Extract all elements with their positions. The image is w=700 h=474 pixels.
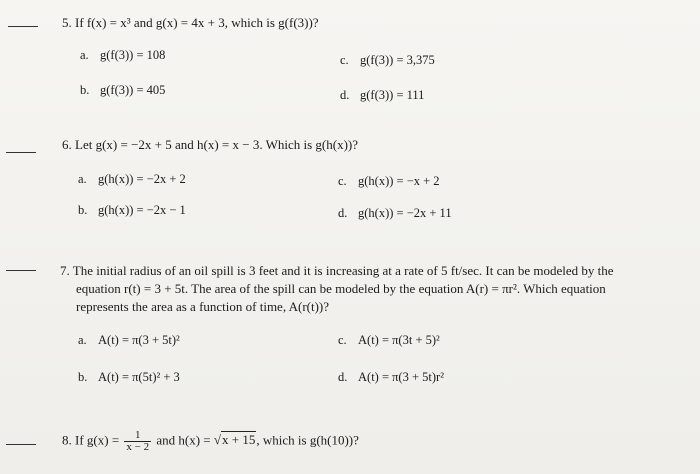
q8-fraction-numerator: 1 — [124, 430, 151, 442]
question-8-number: 8. — [62, 432, 72, 448]
q5-option-a[interactable]: a. g(f(3)) = 108 — [80, 48, 166, 62]
q7-option-c[interactable]: c. A(t) = π(3t + 5)² — [338, 333, 440, 347]
q8-radicand: x + 15 — [222, 432, 256, 448]
q8-fraction — [124, 430, 151, 453]
answer-blank-5[interactable] — [8, 26, 38, 27]
q6-option-d[interactable]: d. g(h(x)) = −2x + 11 — [338, 206, 452, 220]
answer-blank-7[interactable] — [6, 270, 36, 271]
question-7-number: 7. — [60, 263, 70, 278]
q5-option-d[interactable]: d. g(f(3)) = 111 — [340, 88, 425, 102]
q8-fraction-denominator: x − 2 — [126, 441, 150, 453]
q6-option-b[interactable]: b. g(h(x)) = −2x − 1 — [78, 203, 186, 217]
question-8 — [62, 430, 359, 453]
q7-option-a[interactable]: a. A(t) = π(3 + 5t)² — [78, 333, 180, 347]
answer-blank-8[interactable] — [6, 444, 36, 445]
q7-option-b[interactable]: b. A(t) = π(5t)² + 3 — [78, 370, 180, 384]
question-7-line-1: The initial radius of an oil spill is 3 feet and it is increasing at a rate of 5 ft/sec. It can be modeled by the — [72, 263, 614, 278]
question-5-number: 5. — [62, 15, 72, 30]
question-8-text-mid: and h(x) = — [156, 432, 211, 448]
answer-blank-6[interactable] — [6, 152, 36, 153]
question-7-line-3: represents the area as a function of time, A(r(t))? — [76, 299, 330, 314]
q5-option-b[interactable]: b. g(f(3)) = 405 — [80, 83, 166, 97]
question-8-text-start: If g(x) = — [75, 432, 120, 448]
question-6-text: Let g(x) = −2x + 5 and h(x) = x − 3. Which is g(h(x))? — [75, 137, 358, 152]
question-6 — [62, 136, 358, 154]
question-8-text-end: , which is g(h(10))? — [256, 432, 359, 448]
q8-sqrt: √x + 15 — [213, 432, 256, 448]
q6-option-a[interactable]: a. g(h(x)) = −2x + 2 — [78, 172, 186, 186]
q5-option-c[interactable]: c. g(f(3)) = 3,375 — [340, 53, 435, 67]
question-5 — [62, 14, 319, 32]
question-5-text: If f(x) = x³ and g(x) = 4x + 3, which is g(f(3))? — [75, 15, 319, 30]
question-7 — [60, 262, 660, 316]
question-7-line-2: equation r(t) = 3 + 5t. The area of the spill can be modeled by the equation A(r) = πr². Which equation — [76, 281, 606, 296]
q7-option-d[interactable]: d. A(t) = π(3 + 5t)r² — [338, 370, 444, 384]
q6-option-c[interactable]: c. g(h(x)) = −x + 2 — [338, 174, 440, 188]
question-6-number: 6. — [62, 137, 72, 152]
